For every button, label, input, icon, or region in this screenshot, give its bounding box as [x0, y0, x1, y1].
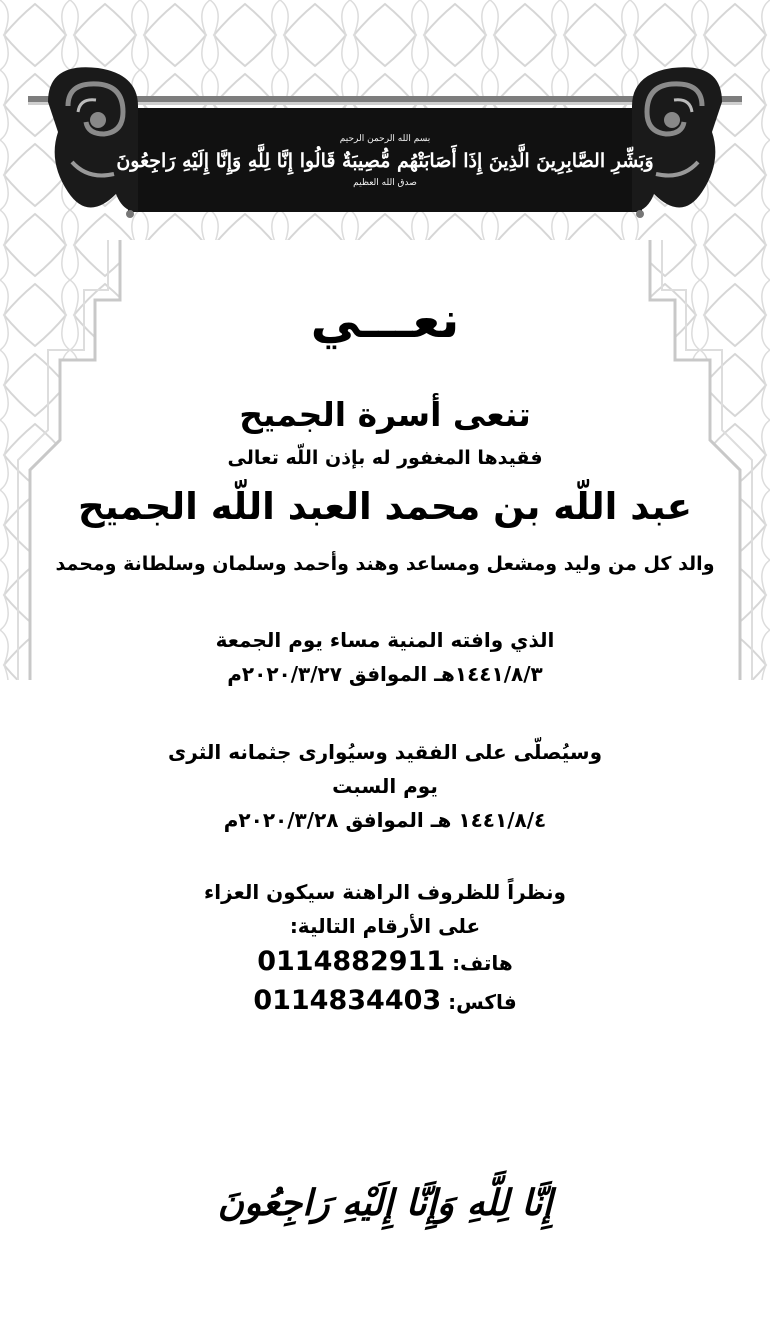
obituary-title: نعـــي — [310, 291, 460, 349]
left-scroll-ornament — [48, 67, 138, 218]
funeral-line: وسيُصلّى على الفقيد وسيُوارى جثمانه الثرى — [167, 740, 603, 764]
fax-number: 0114834403 — [253, 985, 442, 1016]
right-scroll-ornament — [632, 67, 722, 218]
banner-basmala: بسم الله الرحمن الرحيم — [339, 134, 431, 144]
phone-row — [40, 943, 730, 982]
deceased-name: عبد اللّه بن محمد العبد اللّه الجميح — [78, 485, 692, 528]
banner-quran-verse: وَبَشِّرِ الصَّابِرِينَ الَّذِينَ إِذَا أَصَابَتْهُم مُّصِيبَةٌ قَالُوا إِنَّا لِلَّهِ وَإِنَّا إِلَيْهِ رَاجِعُونَ — [116, 150, 654, 172]
deceased-intro: فقيدها المغفور له بإذن اللّه تعالى — [227, 447, 543, 469]
condolence-line: ونظراً للظروف الراهنة سيكون العزاء — [204, 880, 566, 904]
death-date: ١٤٤١/٨/٣هـ الموافق ٢٠٢٠/٣/٢٧م — [227, 662, 543, 686]
funeral-day: يوم السبت — [332, 774, 438, 798]
family-announcement: تنعى أسرة الجميح — [239, 395, 531, 434]
footer-calligraphy-verse: إِنَّا لِلَّهِ وَإِنَّا إِلَيْهِ رَاجِعُونَ — [217, 1182, 553, 1224]
banner-verse-block — [116, 116, 654, 206]
obituary-content — [40, 285, 730, 1021]
funeral-date: ١٤٤١/٨/٤ هـ الموافق ٢٠٢٠/٣/٢٨م — [223, 808, 547, 832]
death-line: الذي وافته المنية مساء يوم الجمعة — [215, 628, 555, 652]
children-list: والد كل من وليد ومشعل ومساعد وهند وأحمد وسلمان وسلطانة ومحمد — [55, 553, 715, 575]
phone-number: 0114882911 — [257, 946, 446, 977]
banner-closing: صدق الله العظيم — [353, 178, 417, 188]
fax-label: فاكس: — [448, 990, 517, 1014]
phone-label: هاتف: — [452, 951, 513, 975]
condolence-numbers-intro: على الأرقام التالية: — [289, 914, 481, 938]
fax-row — [40, 982, 730, 1021]
